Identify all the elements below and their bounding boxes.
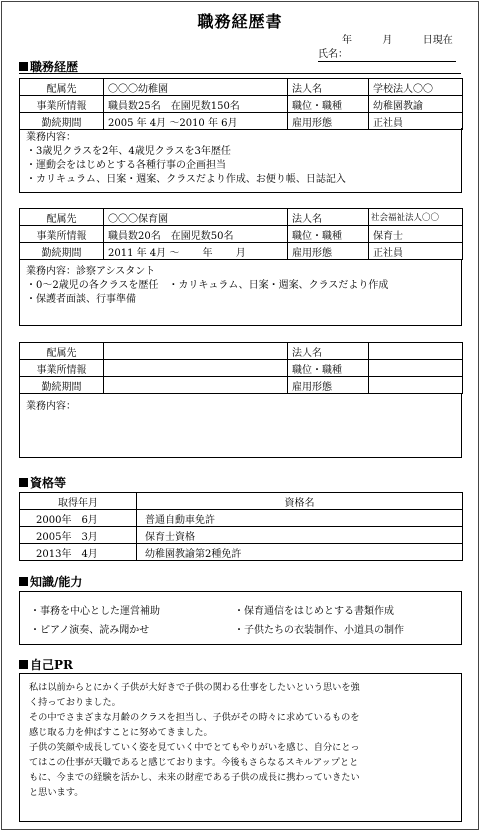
job3-duties-box[interactable]	[19, 393, 462, 458]
skill-item: ・事務を中心とした運営補助	[30, 606, 160, 617]
qual-header-date: 取得年月	[20, 493, 137, 510]
label-employment: 雇用形態	[288, 113, 369, 130]
job2-office-info: 職員数20名 在園児数50名	[104, 226, 288, 243]
qual-header-name: 資格名	[137, 493, 463, 510]
job1-duties-box	[19, 128, 462, 193]
job3-duties-label: 業務内容：	[26, 401, 76, 412]
job3-office-info[interactable]	[104, 360, 288, 377]
qual-row-date: 2005年 3月	[20, 527, 137, 544]
qual-row-name: 普通自動車免許	[137, 510, 463, 527]
name-field[interactable]	[318, 45, 456, 62]
section-skills-title: 知識/能力	[30, 575, 83, 589]
section-qualifications-title: 資格等	[30, 476, 67, 490]
pr-line: 感じ取る力を伸ばすことに努めてきました。	[29, 727, 213, 738]
job-table-1	[19, 78, 463, 130]
label-corp-name: 法人名	[288, 79, 369, 96]
job2-period: 2011 年 4月 〜 年 月	[104, 243, 288, 260]
qual-row-date: 2000年 6月	[20, 510, 137, 527]
label-corp-name: 法人名	[288, 343, 369, 360]
job1-duty-line: ・カリキュラム、日案・週案、クラスだより作成、お便り帳、日誌記入	[26, 174, 346, 185]
square-bullet-icon	[19, 577, 28, 586]
pr-line: もに、今までの経験を活かし、未来の財産である子供の成長に携わっていきたい	[29, 772, 360, 783]
label-period: 勤続期間	[20, 113, 104, 130]
job1-affiliation: 〇〇〇幼稚園	[104, 79, 288, 96]
pr-line: その中でさまざまな月齢のクラスを担当し、子供がその時々に求めているものを	[29, 712, 360, 723]
square-bullet-icon	[19, 62, 28, 71]
label-position: 職位・職種	[288, 96, 369, 113]
job3-period[interactable]	[104, 377, 288, 394]
date-year: 年	[342, 35, 352, 46]
pr-line: 子供の笑顔や成長していく姿を見ていく中でとてもやりがいを感じ、自分にとっ	[29, 742, 360, 753]
label-affiliation: 配属先	[20, 343, 104, 360]
label-office-info: 事業所情報	[20, 226, 104, 243]
label-employment: 雇用形態	[288, 377, 369, 394]
job2-employment: 正社員	[369, 243, 463, 260]
job-table-2	[19, 208, 463, 260]
skill-item: ・ピアノ演奏、読み聞かせ	[30, 625, 150, 636]
label-affiliation: 配属先	[20, 209, 104, 226]
name-label: 氏名：	[318, 49, 348, 60]
job3-employment[interactable]	[369, 377, 463, 394]
label-period: 勤続期間	[20, 377, 104, 394]
label-corp-name: 法人名	[288, 209, 369, 226]
job2-duties-label: 業務内容：診察アシスタント	[26, 266, 156, 277]
job3-position[interactable]	[369, 360, 463, 377]
pr-box	[19, 673, 462, 822]
job1-period: 2005 年 4月 〜2010 年 6月	[104, 113, 288, 130]
label-office-info: 事業所情報	[20, 360, 104, 377]
job1-duties-label: 業務内容：	[26, 132, 76, 143]
job1-position: 幼稚園教諭	[369, 96, 463, 113]
job3-affiliation[interactable]	[104, 343, 288, 360]
qual-row-name: 保育士資格	[137, 527, 463, 544]
label-affiliation: 配属先	[20, 79, 104, 96]
pr-line: てはこの仕事が天職であると感じております。今後もさらなるスキルアップとと	[29, 757, 359, 768]
job1-duty-line: ・運動会をはじめとする各種行事の企画担当	[26, 160, 226, 171]
qual-row-name: 幼稚園教諭第2種免許	[137, 544, 463, 561]
job2-duty-line: ・0〜2歳児の各クラスを歴任 ・カリキュラム、日案・週案、クラスだより作成	[26, 280, 389, 291]
job2-corp-name: 社会福祉法人〇〇	[369, 209, 463, 226]
page-title: 職務経歴書	[197, 12, 283, 31]
label-employment: 雇用形態	[288, 243, 369, 260]
qual-row-date: 2013年 4月	[20, 544, 137, 561]
job2-duties-box	[19, 259, 462, 326]
section-career-title: 職務経歴	[30, 60, 79, 74]
pr-line: 私は以前からとにかく子供が大好きで子供の関わる仕事をしたいという思いを強	[29, 682, 360, 693]
skills-box	[19, 591, 462, 645]
label-position: 職位・職種	[288, 226, 369, 243]
section-pr-heading	[19, 656, 73, 673]
qualifications-table	[19, 492, 463, 561]
skill-item: ・保育通信をはじめとする書類作成	[234, 606, 394, 617]
section-qualifications-heading	[19, 474, 66, 491]
job3-corp-name[interactable]	[369, 343, 463, 360]
divider	[19, 73, 461, 74]
square-bullet-icon	[19, 660, 28, 669]
section-pr-title: 自己PR	[30, 658, 73, 672]
skill-item: ・子供たちの衣装制作、小道具の制作	[234, 625, 404, 636]
square-bullet-icon	[19, 478, 28, 487]
job-table-3	[19, 342, 463, 394]
section-skills-heading	[19, 573, 82, 590]
job1-corp-name: 学校法人〇〇	[369, 79, 463, 96]
job2-duty-line: ・保護者面談、行事準備	[26, 294, 136, 305]
pr-line: く持っておりました。	[29, 697, 121, 708]
date-month: 月	[382, 35, 393, 46]
date-day: 日現在	[422, 35, 453, 46]
label-office-info: 事業所情報	[20, 96, 104, 113]
pr-line: と思います。	[29, 787, 84, 798]
label-period: 勤続期間	[20, 243, 104, 260]
job1-duty-line: ・3歳児クラスを2年、4歳児クラスを3年歴任	[26, 146, 231, 157]
date-line	[342, 31, 453, 46]
job2-position: 保育士	[369, 226, 463, 243]
label-position: 職位・職種	[288, 360, 369, 377]
job2-affiliation: 〇〇〇保育園	[104, 209, 288, 226]
job1-office-info: 職員数25名 在園児数150名	[104, 96, 288, 113]
job1-employment: 正社員	[369, 113, 463, 130]
